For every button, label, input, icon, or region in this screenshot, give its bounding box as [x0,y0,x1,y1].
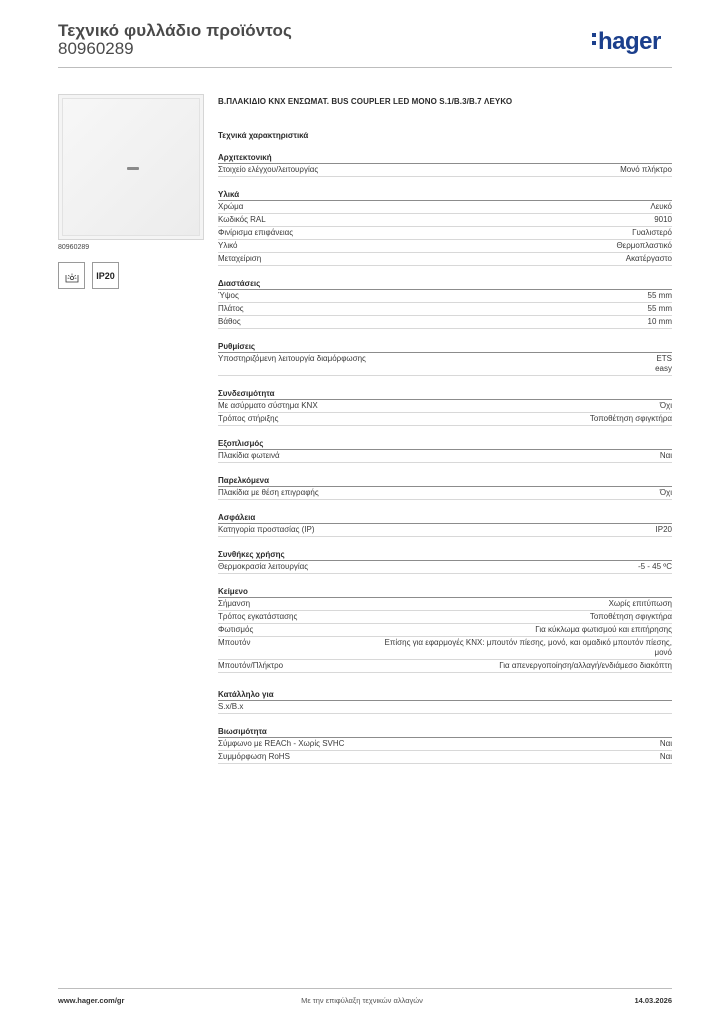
spec-label: Μεταχείριση [218,254,262,263]
product-image [58,94,204,240]
spec-group [218,149,672,177]
spec-group-title: Αρχιτεκτονική [218,149,672,164]
document-product-code: 80960289 [58,39,134,58]
spec-label: Τρόπος εγκατάστασης [218,612,298,621]
spec-group [218,338,672,376]
spec-label: Φωτισμός [218,625,254,634]
product-name: Β.ΠΛΑΚΙΔΙΟ KNX ΕΝΣΩΜΑΤ. BUS COUPLER LED MONO S.1/B.3/B.7 ΛΕΥΚΟ [218,97,513,106]
spec-value: Ναι [659,752,672,761]
spec-label: Βάθος [218,317,241,326]
spec-row [218,240,672,253]
spec-row [218,624,672,637]
spec-label: Μπουτόν/Πλήκτρο [218,661,284,670]
spec-row [218,303,672,316]
spec-label: Μπουτόν [218,638,251,647]
spec-label: Σήμανση [218,599,251,608]
spec-group-title: Ασφάλεια [218,509,672,524]
spec-group [218,546,672,574]
spec-label: Συμμόρφωση RoHS [218,752,290,761]
spec-group-title: Κείμενο [218,583,672,598]
spec-value: ETS easy [655,354,672,373]
product-plate [62,98,200,236]
spec-row [218,413,672,426]
spec-value: Ακατέργαστο [625,254,672,263]
spec-row [218,253,672,266]
spec-row [218,450,672,463]
spec-group-title: Παρελκόμενα [218,472,672,487]
spec-row [218,201,672,214]
spec-value: Χωρίς επιτύπωση [608,599,672,608]
spec-value: Επίσης για εφαρμογές KNX: μπουτόν πίεσης, μονό, και ομαδικό μπουτόν πίεσης, μονό [384,638,672,657]
footer-url[interactable]: www.hager.com/gr [58,996,125,1005]
spec-group [218,472,672,500]
spec-row [218,487,672,500]
spec-group-title: Συνθήκες χρήσης [218,546,672,561]
spec-value: Για απενεργοποίηση/αλλαγή/ενδιάμεσο διακόπτη [499,661,672,670]
spec-value: Όχι [659,488,672,497]
spec-group [218,686,672,714]
spec-row [218,290,672,303]
spec-group-title: Ρυθμίσεις [218,338,672,353]
spec-group-title: Εξοπλισμός [218,435,672,450]
hager-logo [592,28,661,56]
spec-label: Κατηγορία προστασίας (IP) [218,525,315,534]
spec-value: Ναι [659,739,672,748]
spec-group [218,435,672,463]
spec-label: Πλακίδια με θέση επιγραφής [218,488,319,497]
spec-value: Τοποθέτηση σφιγκτήρα [589,414,672,423]
spec-value: 10 mm [647,317,672,326]
spec-group-title: Κατάλληλο για [218,686,672,701]
spec-row [218,660,672,673]
spec-row [218,611,672,624]
spec-row [218,353,672,376]
spec-value: Γυαλιστερό [632,228,672,237]
spec-row [218,561,672,574]
spec-value: Θερμοπλαστικό [616,241,672,250]
spec-row [218,524,672,537]
section-title: Τεχνικά χαρακτηριστικά [218,131,309,140]
spec-label: Χρώμα [218,202,244,211]
footer-date: 14.03.2026 [634,996,672,1005]
spec-row [218,701,672,714]
spec-label: Κωδικός RAL [218,215,266,224]
spec-row [218,227,672,240]
spec-group-title: Συνδεσιμότητα [218,385,672,400]
spec-value: Όχι [659,401,672,410]
spec-label: Υλικό [218,241,238,250]
spec-row [218,164,672,177]
spec-label: S.x/B.x [218,702,244,711]
spec-value: -5 - 45 ºC [637,562,672,571]
spec-value: 55 mm [647,304,672,313]
spec-label: Σύμφωνο με REACh - Χωρίς SVHC [218,739,345,748]
spec-label: Υποστηριζόμενη λειτουργία διαμόρφωσης [218,354,366,363]
spec-group [218,509,672,537]
spec-label: Θερμοκρασία λειτουργίας [218,562,309,571]
spec-group-title: Υλικά [218,186,672,201]
spec-label: Στοιχείο ελέγχου/λειτουργίας [218,165,319,174]
spec-group [218,275,672,329]
spec-value: 9010 [654,215,672,224]
spec-row [218,738,672,751]
led-indicator [127,167,139,170]
spec-value: Τοποθέτηση σφιγκτήρα [589,612,672,621]
footer-divider [58,988,672,989]
spec-label: Ύψος [218,291,239,300]
spec-label: Με ασύρματο σύστημα KNX [218,401,318,410]
spec-group [218,723,672,764]
lamp-icon [58,262,85,289]
spec-label: Φινίρισμα επιφάνειας [218,228,294,237]
spec-value: 55 mm [647,291,672,300]
header-divider [58,67,672,68]
ip-rating-badge: IP20 [92,262,119,289]
spec-row [218,751,672,764]
spec-row [218,637,672,660]
spec-value: Μονό πλήκτρο [620,165,672,174]
spec-label: Πλάτος [218,304,244,313]
footer-note: Με την επιφύλαξη τεχνικών αλλαγών [301,996,423,1005]
spec-group [218,186,672,266]
spec-label: Τρόπος στήριξης [218,414,279,423]
spec-value: Λευκό [650,202,672,211]
spec-group [218,583,672,673]
spec-table [218,149,672,773]
spec-label: Πλακίδια φωτεινά [218,451,280,460]
image-product-code: 80960289 [58,244,90,251]
spec-value: Για κύκλωμα φωτισμού και επιτήρησης [535,625,672,634]
logo-dots-icon [592,28,596,45]
spec-group-title: Διαστάσεις [218,275,672,290]
document-title: Τεχνικό φυλλάδιο προϊόντος [58,21,292,40]
badge-row [58,262,119,289]
spec-row [218,400,672,413]
spec-value: Ναι [659,451,672,460]
logo-text: hager [598,28,661,55]
spec-row [218,316,672,329]
spec-row [218,598,672,611]
spec-group [218,385,672,426]
spec-row [218,214,672,227]
spec-group-title: Βιωσιμότητα [218,723,672,738]
spec-value: IP20 [655,525,672,534]
